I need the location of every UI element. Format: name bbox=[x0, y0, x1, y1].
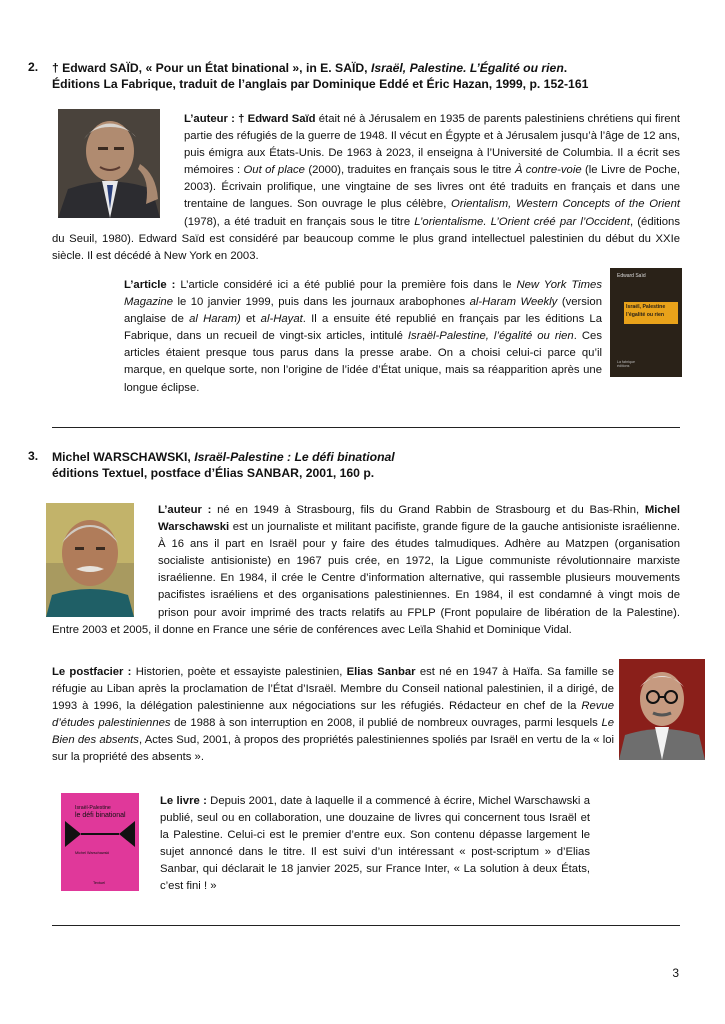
italic-text: Revue d’études palestiniennes bbox=[52, 700, 614, 730]
body-text: (le Livre de Poche, 2003). Écrivain prolifique, une vingtaine de ses livres ont été traduits en français et dans une trentaine de langues. Son ouvrage le plus célèbre, bbox=[184, 164, 680, 211]
cover-title-line: Israël, Palestine bbox=[626, 304, 666, 310]
title-italic: Israël-Palestine : Le défi binational bbox=[194, 450, 395, 464]
italic-text: Orientalism, Western Concepts of the Orient bbox=[451, 198, 680, 211]
book-paragraph bbox=[160, 793, 590, 896]
postfacier-paragraph bbox=[52, 664, 614, 767]
body-text: (version anglaise de bbox=[124, 296, 602, 326]
body-text: Depuis 2001, date à laquelle il a commencé à écrire, Michel Warschawski a publié, seul ou en collaboration, une douzaine de livres qui concernent tous Israël et la Palestine. Celui-ci est le premier d’entre eux. Son contenu dépasse largement le sujet annoncé dans le titre. Il est suivi d’un intéressant « post-scriptum » d’Elias Sanbar, qui déclarait le 18 janvier 2025, sur France Inter, « La solution à deux États, c’est fini ! » bbox=[160, 795, 590, 893]
cover-author: Michel Warschawski bbox=[75, 851, 110, 855]
body-text: L’article considéré ici a été publié pour la première fois dans le bbox=[180, 279, 517, 291]
body-text: , Actes Sud, 2001, à propos des propriétés palestiniennes spoliés par Israël en vertu de la « loi sur la propriété des absents ». bbox=[52, 734, 614, 764]
author-paragraph bbox=[52, 111, 680, 265]
italic-text: Out of place bbox=[243, 164, 305, 177]
body-text: est né en 1947 à Haïfa. Sa famille se réfugie au Liban après la proclamation de l’État d’Israël. Membre du Conseil national palestinien, il a dirigé, de 1993 à 1996, la délégation palestinienne aux négociations sur les réfugiés. Rédacteur en chef de la bbox=[52, 666, 614, 713]
title-text: . bbox=[563, 61, 568, 75]
entry-number: 2. bbox=[28, 60, 39, 74]
body-text: , (éditions du Seuil, 1980). Edward Saïd est considéré par beaucoup comme le plus grand intellectuel palestinien du début du XXIe siècle. Il est décédé à New York en 2003. bbox=[52, 215, 680, 262]
book-cover bbox=[61, 793, 139, 891]
cover-publisher: Textuel bbox=[93, 881, 106, 885]
italic-text: New York Times Magazine bbox=[124, 279, 602, 309]
book-label: Le livre : bbox=[160, 795, 211, 807]
italic-text: Israël-Palestine, l’égalité ou rien bbox=[407, 330, 574, 343]
body-text: . Il a ensuite été republié en français par les éditions La Fabrique, dans un recueil de vingt-six articles, intitulé bbox=[124, 313, 603, 343]
body-text: et bbox=[240, 313, 261, 326]
body-text: né en 1949 à Strasbourg, fils du Grand Rabbin de Strasbourg et du Bas-Rhin, bbox=[217, 504, 645, 516]
postfacier-name: Elias Sanbar bbox=[346, 666, 416, 678]
title-subline: éditions Textuel, postface d’Élias SANBAR, 2001, 160 p. bbox=[52, 466, 375, 480]
body-text: Historien, poète et essayiste palestinien, bbox=[135, 666, 347, 678]
book-cover bbox=[610, 268, 682, 377]
author-name: Michel Warschawski bbox=[158, 504, 680, 534]
body-text: est un journaliste et militant pacifiste, grande figure de la gauche antisioniste israélienne. À 16 ans il part en Israël pour y faire des études talmudiques. Adhère au Matzpen (organisation socialiste antisioniste) en 1967 puis crée, en 1972, la Ligue communiste révolutionnaire marxiste israélienne. En 1984, il crée le Centre d’information alternative, qui rassemble plusieurs mouvements pacifistes israéliens et des organisations palestiniennes. En 1984, il est condamné à vingt mois de prison pour avoir imprimé des tracts relatifs au FPLP (Front populaire de libération de la Palestine). Entre 2003 et 2005, il donne en France une série de conférences avec Leïla Shahid et Dominique Vidal. bbox=[52, 521, 680, 636]
title-italic: Israël, Palestine. L’Égalité ou rien bbox=[370, 61, 564, 75]
italic-text: al-Hayat bbox=[260, 313, 303, 326]
cover-publisher: La fabrique éditions bbox=[617, 360, 635, 368]
postfacier-label: Le postfacier : bbox=[52, 666, 136, 678]
italic-text: al-Haram Weekly bbox=[469, 296, 558, 309]
entry-title bbox=[52, 449, 712, 481]
body-text: . Ces articles étaient presque tous parus dans la presse arabe. On a choisi celui-ci parce qu’il marque, en quelque sorte, non l’origine de l’idée d’État unique, mais sa réapparition après une longue éclipse. bbox=[124, 330, 602, 394]
postfacier-photo bbox=[619, 659, 705, 760]
title-text: † Edward SAÏD, « Pour un État binational », in E. SAÏD, bbox=[52, 61, 371, 75]
author-name: † Edward Saïd bbox=[238, 113, 316, 125]
cover-title bbox=[75, 805, 126, 820]
body-text: de 1988 à son interruption en 2008, il publié de nombreux ouvrages, parmi lesquels bbox=[170, 717, 602, 730]
article-label: L’article : bbox=[124, 279, 181, 291]
italic-text: Le Bien des absents bbox=[52, 717, 615, 747]
author-label: L’auteur : bbox=[158, 504, 218, 516]
italic-text: al Haram) bbox=[189, 313, 241, 326]
body-text: le 10 janvier 1999, puis dans les journaux arabophones bbox=[172, 296, 470, 309]
cover-author: Edward Saïd bbox=[617, 273, 646, 279]
author-label: L’auteur : bbox=[184, 113, 239, 125]
cover-title-line: le défi binational bbox=[75, 812, 126, 819]
section-divider bbox=[52, 427, 680, 428]
italic-text: À contre-voie bbox=[514, 164, 582, 177]
entry-title bbox=[52, 60, 712, 92]
title-subline: Éditions La Fabrique, traduit de l’anglais par Dominique Eddé et Éric Hazan, 1999, p. 152-161 bbox=[52, 77, 589, 91]
float-spacer bbox=[52, 502, 158, 620]
entry-number: 3. bbox=[28, 449, 39, 463]
cover-title-line: Israël-Palestine bbox=[75, 805, 111, 811]
body-text: (1978), a été traduit en français sous le titre bbox=[184, 215, 415, 228]
article-paragraph bbox=[124, 277, 602, 397]
title-text: Michel WARSCHAWSKI, bbox=[52, 450, 195, 464]
page-number: 3 bbox=[672, 966, 679, 980]
author-paragraph bbox=[52, 502, 680, 639]
body-text: (2000), traduites en français sous le titre bbox=[304, 164, 515, 177]
cover-title-line: l’égalité ou rien bbox=[626, 312, 665, 318]
body-text: était né à Jérusalem en 1935 de parents palestiniens chrétiens qui firent partie des réfugiés de la guerre de 1948. Il vécut en Égypte et à Jérusalem jusqu’à l’âge de 12 ans, puis émigra aux États-Unis. De 1963 à 2023, il enseigna à l’Université de Columbia. Il a écrit ses mémoires : bbox=[184, 113, 680, 177]
portrait-image bbox=[619, 659, 705, 760]
cover-graphic bbox=[61, 819, 139, 849]
section-divider bbox=[52, 925, 680, 926]
cover-title bbox=[626, 303, 665, 319]
float-spacer bbox=[52, 111, 184, 223]
italic-text: L’orientalisme. L’Orient créé par l’Occident bbox=[414, 215, 630, 228]
